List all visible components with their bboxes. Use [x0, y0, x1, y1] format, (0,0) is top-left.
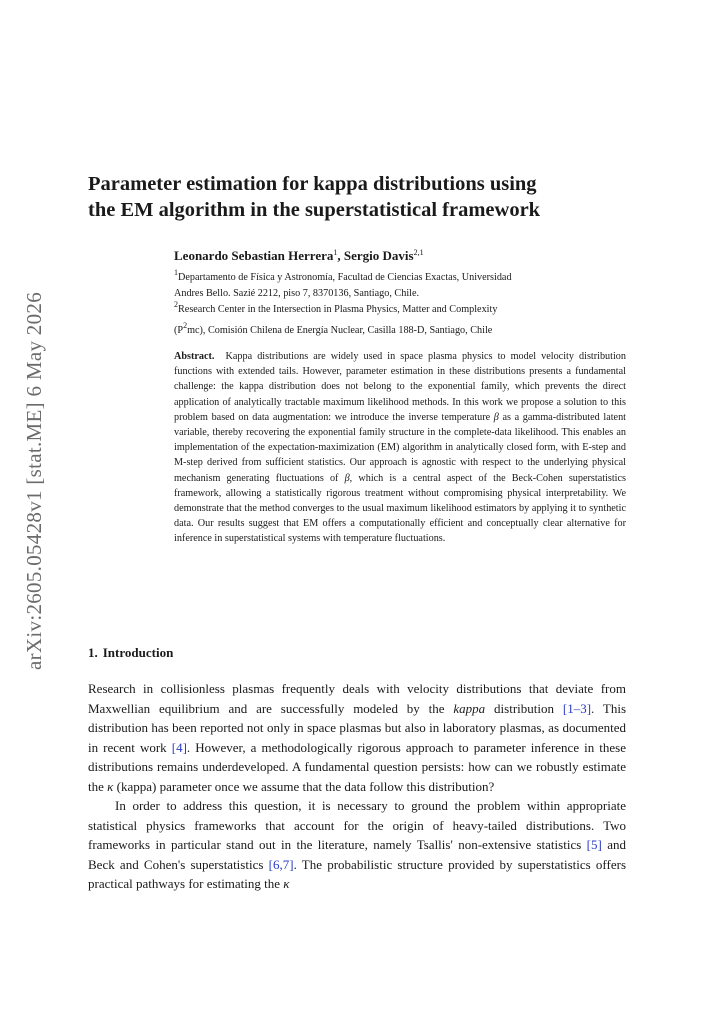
abstract-beta-symbol-1: β	[493, 411, 499, 423]
section-heading-introduction	[88, 645, 173, 661]
citation-link-4[interactable]: [4]	[171, 739, 187, 755]
paragraph-2-text-3: . The probabilistic structure provided by superstatistics offers practical pathways for estimating the	[88, 856, 627, 891]
title-line-1: Parameter estimation for kappa distributions using	[88, 173, 537, 195]
citation-link-6-7[interactable]: [6,7]	[268, 856, 294, 872]
author-1-affiliation-mark: 1	[333, 248, 338, 257]
affiliation-2-line-1: Research Center in the Intersection in Plasma Physics, Matter and Complexity	[178, 304, 498, 315]
affiliation-2-mark: 2	[174, 300, 178, 309]
paper-title	[88, 171, 648, 223]
author-separator: ,	[337, 248, 344, 263]
paragraph-2-text-2: and Beck and Cohen's superstatistics	[88, 837, 627, 872]
citation-link-5[interactable]: [5]	[586, 837, 602, 852]
author-2-name: Sergio Davis	[343, 248, 414, 263]
paragraph-2	[88, 796, 626, 894]
paragraph-1-text-2: distribution	[494, 700, 554, 716]
arxiv-stamp-text: arXiv:2605.05428v1 [stat.ME] 6 May 2026	[22, 292, 46, 670]
author-2-affiliation-mark: 2,1	[413, 248, 424, 257]
paragraph-1-text-5: (kappa) parameter once we assume that the data follow this distribution?	[116, 778, 495, 794]
abstract-text-part-2: as a gamma-distributed latent variable, thereby recovering the exponential family structure in the complete-data likelihood. This enables an implementation of the expectation-maximization (EM) algorithm in analytically closed form, with E-step and M-step derived from sufficient statistics. Our approach is agnostic with respect to the underlying physical mechanism generating fluctuations of	[174, 411, 627, 484]
paragraph-2-text-1: In order to address this question, it is necessary to ground the problem within appropriate statistical physics frameworks that account for the origin of heavy-tailed distributions. Two frameworks in particular stand out in the literature, namely Tsallis' non-extensive statistics	[88, 798, 626, 852]
paragraph-1-text-4: . However, a methodologically rigorous approach to parameter inference in these distributions remains underdeveloped. A fundamental question persists: how can we robustly estimate the	[88, 739, 627, 794]
section-title: Introduction	[102, 645, 174, 660]
abstract-beta-symbol-2: β	[344, 472, 350, 484]
paragraph-1	[88, 679, 626, 796]
section-number: 1.	[88, 645, 98, 660]
paragraph-2-kappa-symbol: κ	[283, 876, 290, 891]
introduction-body	[88, 679, 626, 894]
abstract-label: Abstract.	[174, 351, 215, 362]
citation-link-1-3[interactable]: [1–3]	[562, 700, 592, 716]
affiliation-1-line-1: Departamento de Física y Astronomía, Facultad de Ciencias Exactas, Universidad	[178, 272, 512, 283]
abstract-text-part-3: , which is a central aspect of the Beck-Cohen superstatistics framework, allowing a statistically rigorous treatment without compromising physical interpretability. We demonstrate that the method converges to the usual maximum likelihood estimators by applying it to synthetic data. Our results suggest that EM offers a computationally efficient and conceptually clear alternative for inference in superstatistical systems with temperature fluctuations.	[174, 472, 626, 545]
author-list	[174, 244, 424, 265]
paragraph-1-kappa-word: kappa	[453, 700, 486, 716]
paragraph-1-kappa-symbol: κ	[107, 778, 114, 794]
affiliation-2-superscript: 2	[183, 321, 188, 330]
affiliation-2-line-2-rest: mc), Comisión Chilena de Energía Nuclear, Casilla 188-D, Santiago, Chile	[187, 325, 493, 336]
affiliation-1-line-2: Andres Bello. Sazié 2212, piso 7, 8370136, Santiago, Chile.	[174, 288, 420, 299]
arxiv-identifier-stamp	[22, 290, 46, 670]
paragraph-1-text-3: . This distribution has been reported not only in space plasmas but also in laboratory plasmas, as documented in recent work	[88, 700, 627, 755]
abstract-text-part-1: Kappa distributions are widely used in space plasma physics to model velocity distribution functions with extended tails. However, parameter estimation in these distributions presents a fundamental challenge: the kappa distribution does not belong to the exponential family, which prevents the direct application of analytically tractable maximum likelihood methods. In this work we propose a solution to this problem based on data augmentation: we introduce the inverse temperature	[174, 351, 626, 423]
author-1-name: Leonardo Sebastian Herrera	[174, 248, 334, 263]
title-line-2: the EM algorithm in the superstatistical framework	[88, 199, 541, 221]
paragraph-1-text-1: Research in collisionless plasmas frequently deals with velocity distributions that deviate from Maxwellian equilibrium and are successfully modeled by the	[88, 681, 626, 716]
affiliation-2	[174, 297, 626, 339]
affiliation-2-line-2-prefix: (P	[174, 325, 184, 336]
abstract	[174, 349, 626, 547]
affiliation-1-mark: 1	[174, 268, 178, 277]
